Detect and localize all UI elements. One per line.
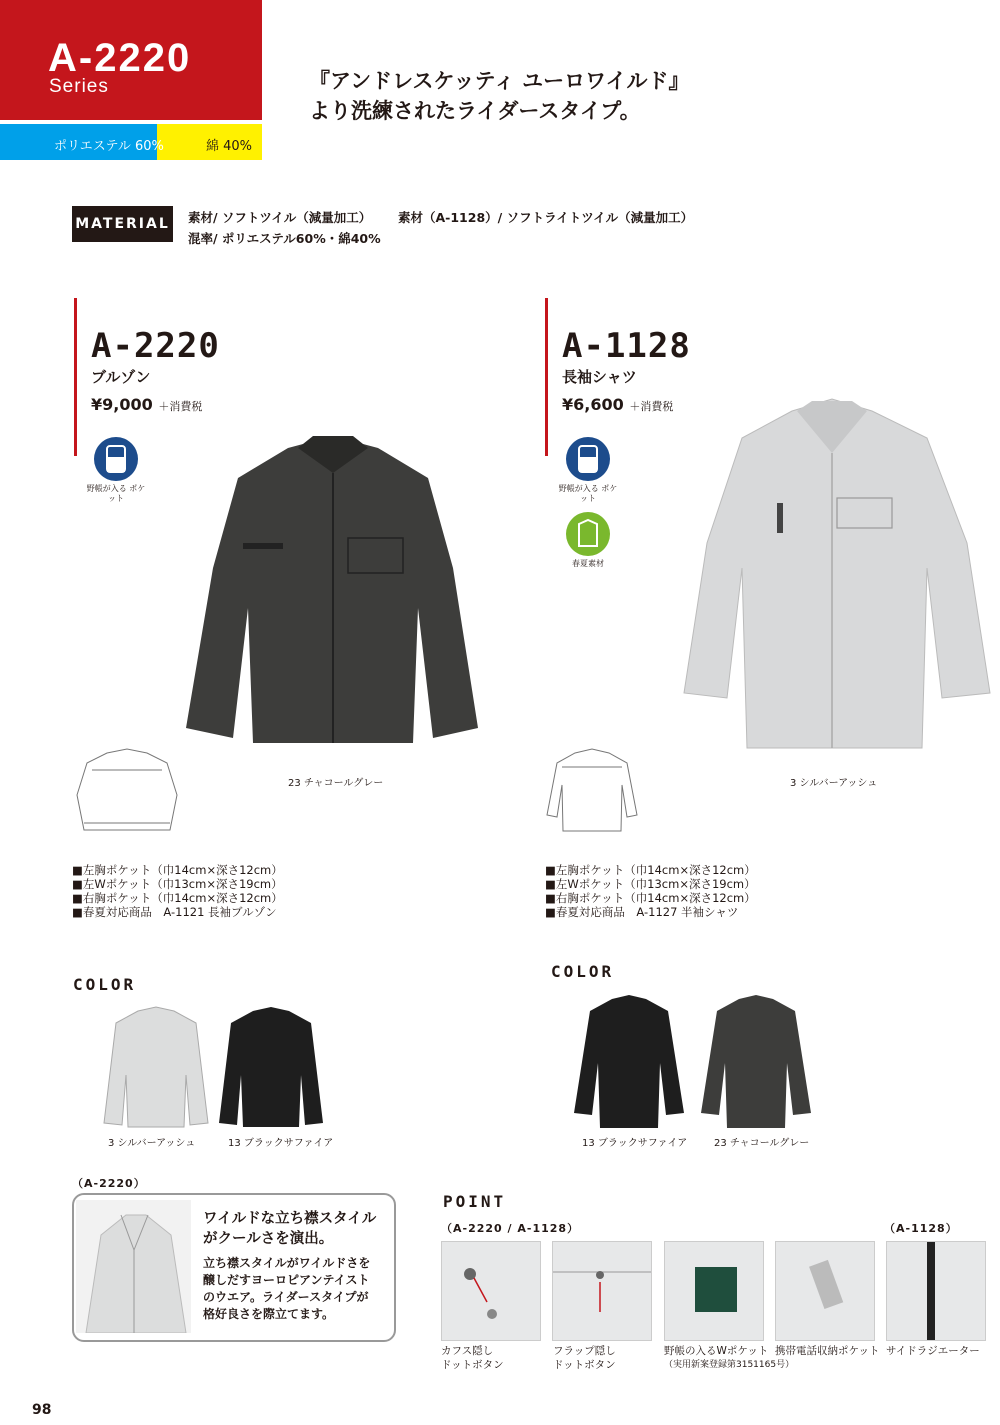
notebook-pocket-icon (94, 437, 138, 481)
main-color-label: 23 チャコールグレー (288, 778, 384, 789)
spec-item: ■左Wポケット（巾13cm×深さ19cm） (545, 877, 756, 891)
jacket-back-sketch (72, 745, 182, 837)
color-label: 13 ブラックサファイア (228, 1138, 334, 1149)
series-word: Series (49, 76, 109, 97)
point-caption: フラップ隠し ドットボタン (553, 1345, 616, 1371)
spec-item: ■春夏対応商品 A-1127 半袖シャツ (545, 905, 739, 919)
product-price: ¥9,000 ＋消費税 (91, 395, 203, 414)
material-line-1b: 素材（A-1128）/ ソフトライトツイル（減量加工） (398, 210, 694, 225)
product-code: A-1128 (562, 326, 691, 366)
point-image-phone-pocket (775, 1241, 875, 1341)
tagline-line-1: 『アンドレスケッティ ユーロワイルド』 (309, 69, 690, 93)
point-caption: カフス隠し ドットボタン (441, 1345, 504, 1371)
jacket-main-image (178, 428, 488, 753)
main-color-label: 3 シルバーアッシュ (790, 778, 878, 789)
page-number: 98 (32, 1402, 52, 1418)
point-caption: サイドラジエーター (886, 1345, 980, 1357)
color-swatch-shirt (570, 993, 688, 1131)
color-heading: COLOR (73, 975, 137, 994)
shirt-back-sketch (545, 745, 640, 837)
fabric-cotton-label: 綿 40% (206, 139, 253, 154)
material-label: MATERIAL (72, 206, 173, 242)
color-label: 3 シルバーアッシュ (108, 1138, 196, 1149)
point-tag-left: （A-2220 / A-1128） (441, 1222, 580, 1235)
feature-body: 立ち襟スタイルがワイルドさを 醸しだすヨーロピアンテイスト のウエア。ライダースタイプが 格好良さを際立てます。 (203, 1256, 371, 1321)
fabric-polyester-label: ポリエステル 60% (54, 139, 164, 154)
product-specs (72, 863, 283, 919)
product-specs (545, 863, 756, 919)
spec-item: ■右胸ポケット（巾14cm×深さ12cm） (72, 891, 283, 905)
spec-item: ■左Wポケット（巾13cm×深さ19cm） (72, 877, 283, 891)
spring-summer-fabric-label: 春夏素材 (572, 559, 604, 568)
point-caption: 携帯電話収納ポケット (775, 1345, 880, 1357)
material-line-2: 混率/ ポリエステル60%・綿40% (188, 231, 381, 246)
point-image-pocket (664, 1241, 764, 1341)
color-swatch-shirt (697, 993, 815, 1131)
product-accent-bar (74, 298, 77, 456)
spec-item: ■左胸ポケット（巾14cm×深さ12cm） (545, 863, 756, 877)
point-image-cuff (441, 1241, 541, 1341)
spec-item: ■左胸ポケット（巾14cm×深さ12cm） (72, 863, 283, 877)
spec-item: ■春夏対応商品 A-1121 長袖ブルゾン (72, 905, 277, 919)
color-label: 23 チャコールグレー (714, 1138, 810, 1149)
notebook-pocket-label: 野帳が入る ポケット (558, 484, 618, 503)
product-accent-bar (545, 298, 548, 456)
point-heading: POINT (443, 1192, 507, 1211)
material-line-1a: 素材/ ソフトツイル（減量加工） (188, 210, 372, 225)
point-image-flap (552, 1241, 652, 1341)
notebook-pocket-label: 野帳が入る ポケット (86, 484, 146, 503)
feature-headline: ワイルドな立ち襟スタイル がクールさを演出。 (203, 1211, 377, 1247)
color-label: 13 ブラックサファイア (582, 1138, 688, 1149)
color-heading: COLOR (551, 962, 615, 981)
feature-tag: （A-2220） (72, 1177, 146, 1190)
color-swatch-jacket (215, 1005, 327, 1130)
collar-detail-image (76, 1200, 191, 1333)
product-name: ブルゾン (91, 368, 151, 386)
series-code: A-2220 (48, 36, 192, 80)
spring-summer-fabric-icon (566, 512, 610, 556)
point-tag-right: （A-1128） (884, 1222, 958, 1235)
product-code: A-2220 (91, 326, 220, 366)
spec-item: ■右胸ポケット（巾14cm×深さ12cm） (545, 891, 756, 905)
tagline-line-2: より洗練されたライダースタイプ。 (309, 99, 641, 123)
tagline (309, 66, 689, 126)
point-image-radiator (886, 1241, 986, 1341)
notebook-pocket-icon (566, 437, 610, 481)
product-name: 長袖シャツ (562, 368, 637, 386)
point-caption: 野帳の入るWポケット （実用新案登録第3151165号） (664, 1345, 795, 1370)
shirt-main-image (682, 393, 994, 753)
product-price: ¥6,600 ＋消費税 (562, 395, 674, 414)
color-swatch-jacket (100, 1005, 212, 1130)
